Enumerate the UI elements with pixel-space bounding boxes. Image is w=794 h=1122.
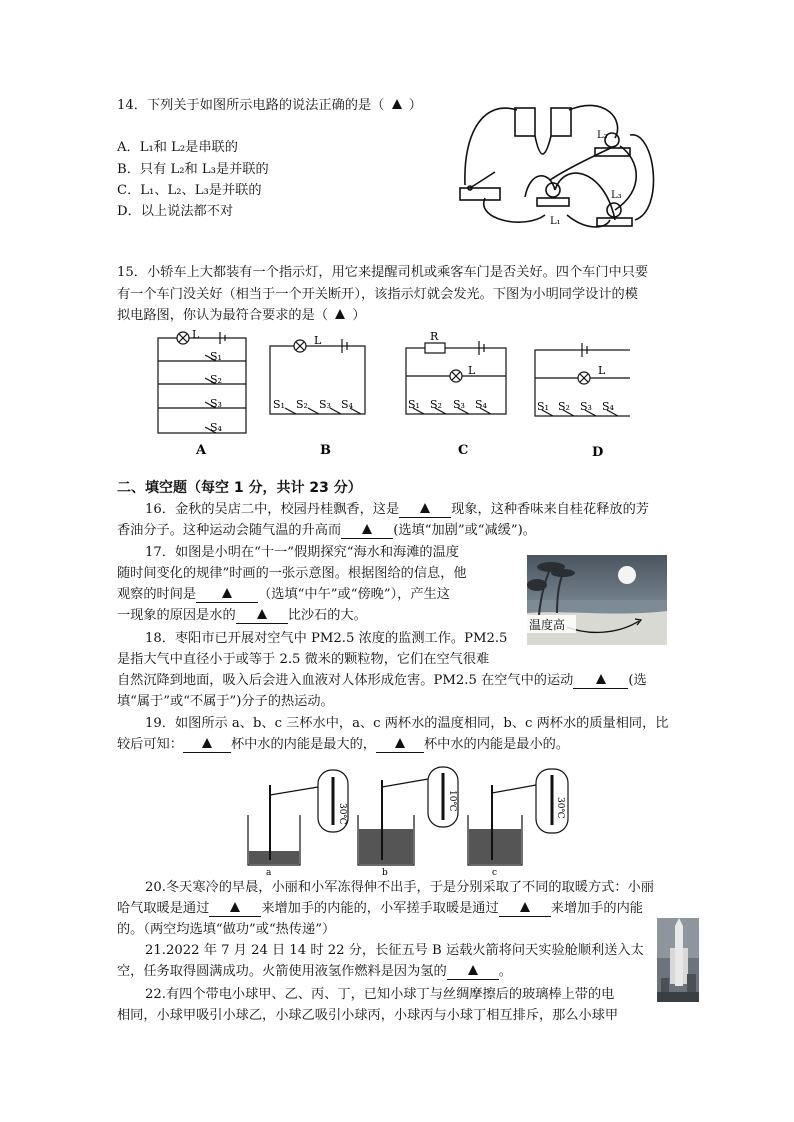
switch-label-d2: S₂ <box>558 400 570 413</box>
q15-line2: 有一个车门没关好（相当于一个开关断开），该指示灯就会发光。下图为小明同学设计的模 <box>117 287 638 302</box>
thermo-a-reading: 30℃ <box>337 803 347 825</box>
switch-label-a4: S₄ <box>210 421 222 434</box>
q18-line4: 填“属于”或“不属于”)分子的热运动。 <box>117 694 334 709</box>
answer-blank[interactable] <box>236 609 288 624</box>
answer-triangle-icon <box>230 902 240 912</box>
answer-blank[interactable] <box>573 674 628 689</box>
label-l1: L₁ <box>550 216 561 227</box>
switch-label-b3: S₃ <box>319 398 331 411</box>
q15-circuits-figure <box>150 328 630 463</box>
answer-blank[interactable] <box>196 588 258 603</box>
q17-text-4: 比沙石的大。 <box>287 608 367 623</box>
section-title: 二、填空题（每空 1 分，共计 23 分） <box>117 480 362 496</box>
switch-label-d4: S₄ <box>602 400 614 413</box>
q14-option-a: A．L₁和 L₂是串联的 <box>117 140 238 155</box>
switch-label-c1: S₁ <box>408 398 420 411</box>
answer-triangle-icon <box>257 609 267 619</box>
battery-1 <box>515 108 535 136</box>
q22-line2: 相同，小球甲吸引小球乙，小球乙吸引小球丙，小球丙与小球丁相互排斥，那么小球甲 <box>117 1008 619 1023</box>
battery-2 <box>551 108 571 136</box>
answer-triangle-icon <box>222 588 232 598</box>
lamp-label-d: L <box>598 364 606 377</box>
circuit-a <box>158 332 246 433</box>
q15-line3-end: ） <box>352 308 366 323</box>
q17-line2: 随时间变化的规律”时画的一张示意图。根据图给的信息，他 <box>117 566 467 581</box>
q19-line2 <box>117 735 569 755</box>
q14-stem-text: 14．下列关于如图所示电路的说法正确的是（ <box>117 98 385 113</box>
q16-line2 <box>117 521 536 541</box>
beaker-a-label: a <box>266 868 272 877</box>
lamp-base-l1 <box>537 198 569 206</box>
switch-label-b1: S₁ <box>273 398 285 411</box>
q21-line1: 21.2022 年 7 月 24 日 14 时 22 分，长征五号 B 运载火箭将问天实验舱顺利送入太 <box>145 943 644 958</box>
q16-text-3: 香油分子。这种运动会随气温的升高而 <box>117 523 342 538</box>
q14-circuit-figure <box>455 100 660 242</box>
q21-line2 <box>117 962 512 982</box>
answer-blank[interactable] <box>376 738 424 753</box>
answer-blank[interactable] <box>209 902 261 917</box>
q20-line2 <box>117 899 643 919</box>
label-l2: L₂ <box>597 130 608 141</box>
lamp-label-c: L <box>468 364 476 377</box>
answer-triangle-icon <box>362 524 372 534</box>
q14-option-d: D．以上说法都不对 <box>117 204 234 219</box>
answer-triangle-icon <box>395 738 405 748</box>
q16-text-1: 16．金秋的吴店二中，校园丹桂飘香，这是 <box>145 502 400 517</box>
q19-line1: 19．如图所示 a、b、c 三杯水中，a、c 两杯水的温度相同，b、c 两杯水的质量相同，比 <box>145 716 669 731</box>
q17-line1: 17．如图是小明在“十一”假期探究“海水和海滩的温度 <box>145 545 459 560</box>
q18-line3 <box>117 671 647 691</box>
switch-label-b2: S₂ <box>296 398 308 411</box>
q16-text-4: (选填“加剧”或“减缓”)。 <box>393 523 536 538</box>
switch-label-a2: S₂ <box>210 373 222 386</box>
q21-text-1: 空，任务取得圆满成功。火箭使用液氢作燃料是因为氢的 <box>117 964 447 979</box>
switch-label-d3: S₃ <box>580 400 592 413</box>
answer-triangle-icon <box>468 965 478 975</box>
beaker-b-label: b <box>382 868 388 877</box>
q17-text-2: （选填“中午”或“傍晚”），产生这 <box>258 587 450 602</box>
beaker-c-label: c <box>492 868 498 877</box>
q15-line1: 15．小轿车上大都装有一个指示灯，用它来提醒司机或乘客车门是否关好。四个车门中只要 <box>117 265 649 280</box>
answer-blank[interactable] <box>183 738 231 753</box>
answer-triangle-icon <box>335 309 345 319</box>
answer-blank[interactable] <box>499 902 551 917</box>
q14-option-c: C．L₁、L₂、L₃是并联的 <box>117 183 262 198</box>
circuit-label-a: A <box>196 443 207 458</box>
beach-label: 温度高 <box>529 618 566 632</box>
q17-line3 <box>117 585 450 605</box>
switch-label-a3: S₃ <box>210 397 222 410</box>
answer-blank[interactable] <box>341 524 393 539</box>
q20-line3: 的。（两空均选填“做功”或“热传递”） <box>117 922 336 937</box>
lamp-label-a: L <box>192 328 200 341</box>
q17-line4 <box>117 606 367 626</box>
answer-triangle-icon <box>392 99 402 109</box>
q20-text-1: 哈气取暖是通过 <box>117 901 210 916</box>
answer-blank[interactable] <box>447 965 499 980</box>
q19-text-3: 杯中水的内能是最小的。 <box>424 737 570 752</box>
rocket-image <box>657 918 699 1002</box>
switch-label-b4: S₄ <box>341 398 353 411</box>
q15-line3-text: 拟电路图，你认为最符合要求的是（ <box>117 308 328 323</box>
q19-text-1: 较后可知： <box>117 737 183 752</box>
resistor-label-c: R <box>430 330 439 343</box>
answer-triangle-icon <box>596 674 606 684</box>
answer-blank[interactable] <box>399 503 451 518</box>
q20-line1: 20.冬天寒冷的早晨，小丽和小军冻得伸不出手，于是分别采取了不同的取暖方式：小丽 <box>145 880 654 895</box>
lamp-label-b: L <box>314 334 322 347</box>
q20-text-3: 来增加手的内能 <box>550 901 643 916</box>
circuit-label-d: D <box>592 445 604 460</box>
q16-text-2: 现象，这种香味来自桂花释放的芳 <box>451 502 649 517</box>
switch-base <box>460 188 500 200</box>
beach-image <box>527 555 667 645</box>
answer-triangle-icon <box>520 902 530 912</box>
beaker-b <box>358 767 458 865</box>
q14-stem-end: ） <box>408 98 422 113</box>
label-l3: L₃ <box>611 190 622 201</box>
q21-text-2: 。 <box>498 964 512 979</box>
q16-line1 <box>145 500 649 520</box>
q19-beakers-figure <box>240 765 580 877</box>
beaker-a <box>248 770 348 865</box>
switch-label-c2: S₂ <box>430 398 442 411</box>
switch-label-c4: S₄ <box>475 398 487 411</box>
switch-label-a1: S₁ <box>210 350 222 363</box>
thermo-b-reading: 10℃ <box>447 790 457 812</box>
beaker-c <box>468 769 568 865</box>
q18-text-2: (选 <box>628 673 647 688</box>
q17-text-3: 一现象的原因是水的 <box>117 608 236 623</box>
circuit-label-c: C <box>458 443 469 458</box>
q19-text-2: 杯中水的内能是最大的， <box>230 737 376 752</box>
q17-text-1: 观察的时间是 <box>117 587 197 602</box>
circuit-label-b: B <box>320 443 331 458</box>
thermo-c-reading: 30℃ <box>555 797 565 819</box>
q18-line2: 是指大气中直径小于或等于 2.5 微米的颗粒物，它们在空气很难 <box>117 652 490 667</box>
q15-line3 <box>117 306 366 326</box>
switch-label-c3: S₃ <box>453 398 465 411</box>
answer-triangle-icon <box>420 503 430 513</box>
q18-text-1: 自然沉降到地面，吸入后会进入血液对人体形成危害。PM2.5 在空气中的运动 <box>117 673 574 688</box>
q20-text-2: 来增加手的内能的，小军搓手取暖是通过 <box>261 901 499 916</box>
switch-label-d1: S₁ <box>537 400 549 413</box>
q14-option-b: B．只有 L₂和 L₃是并联的 <box>117 162 269 177</box>
q22-line1: 22.有四个带电小球甲、乙、丙、丁，已知小球丁与丝绸摩擦后的玻璃棒上带的电 <box>145 987 615 1002</box>
q18-line1: 18．枣阳市已开展对空气中 PM2.5 浓度的监测工作。PM2.5 <box>145 631 508 646</box>
answer-triangle-icon <box>202 738 212 748</box>
q14-stem <box>117 96 422 116</box>
